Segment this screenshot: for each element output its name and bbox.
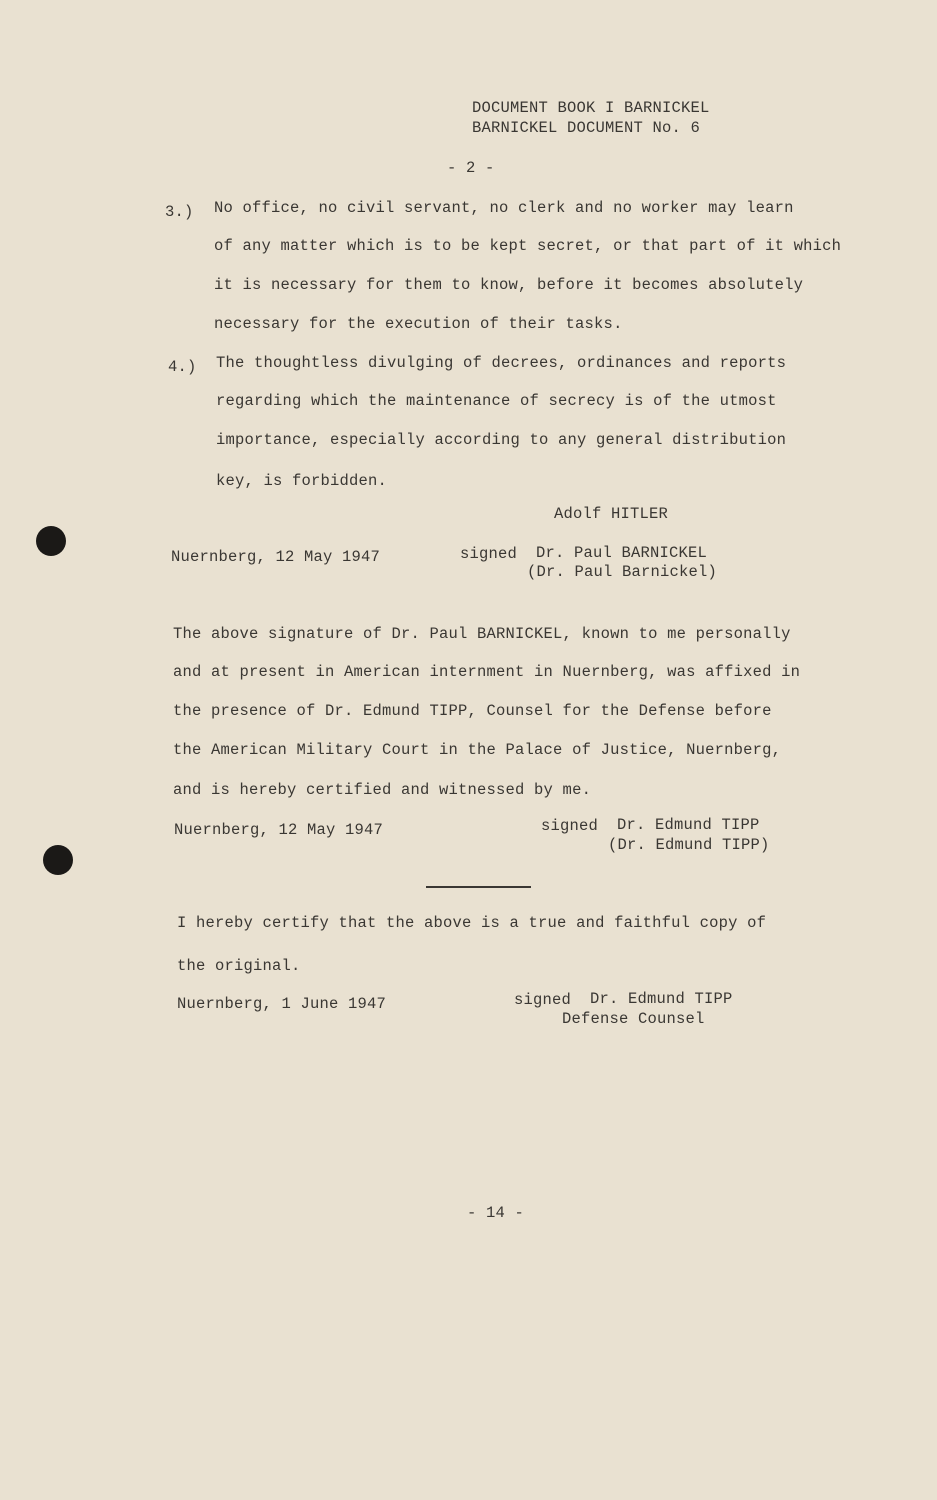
- item-number: 4.): [168, 358, 197, 376]
- punch-hole: [36, 526, 66, 556]
- header-line-2: BARNICKEL DOCUMENT No. 6: [472, 119, 701, 137]
- paragraph-line: and is hereby certified and witnessed by me.: [173, 781, 592, 799]
- signed-label: signed: [514, 991, 572, 1009]
- signatory-name: Dr. Edmund TIPP: [590, 990, 733, 1008]
- place-date: Nuernberg, 12 May 1947: [174, 821, 384, 839]
- paragraph-line: The thoughtless divulging of decrees, ordinances and reports: [216, 354, 787, 372]
- separator-line: [426, 886, 531, 888]
- paragraph-line: importance, especially according to any general distribution: [216, 431, 787, 449]
- page-number: - 14 -: [467, 1204, 525, 1222]
- paragraph-line: regarding which the maintenance of secrecy is of the utmost: [216, 392, 777, 410]
- signatory-name-paren: (Dr. Paul Barnickel): [527, 563, 718, 581]
- paragraph-line: it is necessary for them to know, before it becomes absolutely: [214, 276, 804, 294]
- item-number: 3.): [165, 203, 194, 221]
- paragraph-line: No office, no civil servant, no clerk and no worker may learn: [214, 199, 794, 217]
- paragraph-line: key, is forbidden.: [216, 472, 388, 490]
- page-marker: - 2 -: [447, 159, 495, 177]
- paragraph-line: the American Military Court in the Palace of Justice, Nuernberg,: [173, 741, 782, 759]
- signed-label: signed: [541, 817, 599, 835]
- signatory-title: Defense Counsel: [562, 1010, 705, 1028]
- place-date: Nuernberg, 12 May 1947: [171, 548, 381, 566]
- punch-hole: [43, 845, 73, 875]
- paragraph-line: The above signature of Dr. Paul BARNICKEL, known to me personally: [173, 625, 791, 643]
- paragraph-line: the original.: [177, 957, 301, 975]
- signatory-name: Dr. Edmund TIPP: [617, 816, 760, 834]
- signatory-name-paren: (Dr. Edmund TIPP): [608, 836, 770, 854]
- signed-label: signed: [460, 545, 518, 563]
- header-line-1: DOCUMENT BOOK I BARNICKEL: [472, 99, 710, 117]
- author-name: Adolf HITLER: [554, 505, 669, 523]
- place-date: Nuernberg, 1 June 1947: [177, 995, 387, 1013]
- paragraph-line: and at present in American internment in Nuernberg, was affixed in: [173, 663, 801, 681]
- paragraph-line: necessary for the execution of their tasks.: [214, 315, 623, 333]
- paragraph-line: of any matter which is to be kept secret, or that part of it which: [214, 237, 842, 255]
- paragraph-line: I hereby certify that the above is a true and faithful copy of: [177, 914, 767, 932]
- signatory-name: Dr. Paul BARNICKEL: [536, 544, 708, 562]
- paragraph-line: the presence of Dr. Edmund TIPP, Counsel for the Defense before: [173, 702, 772, 720]
